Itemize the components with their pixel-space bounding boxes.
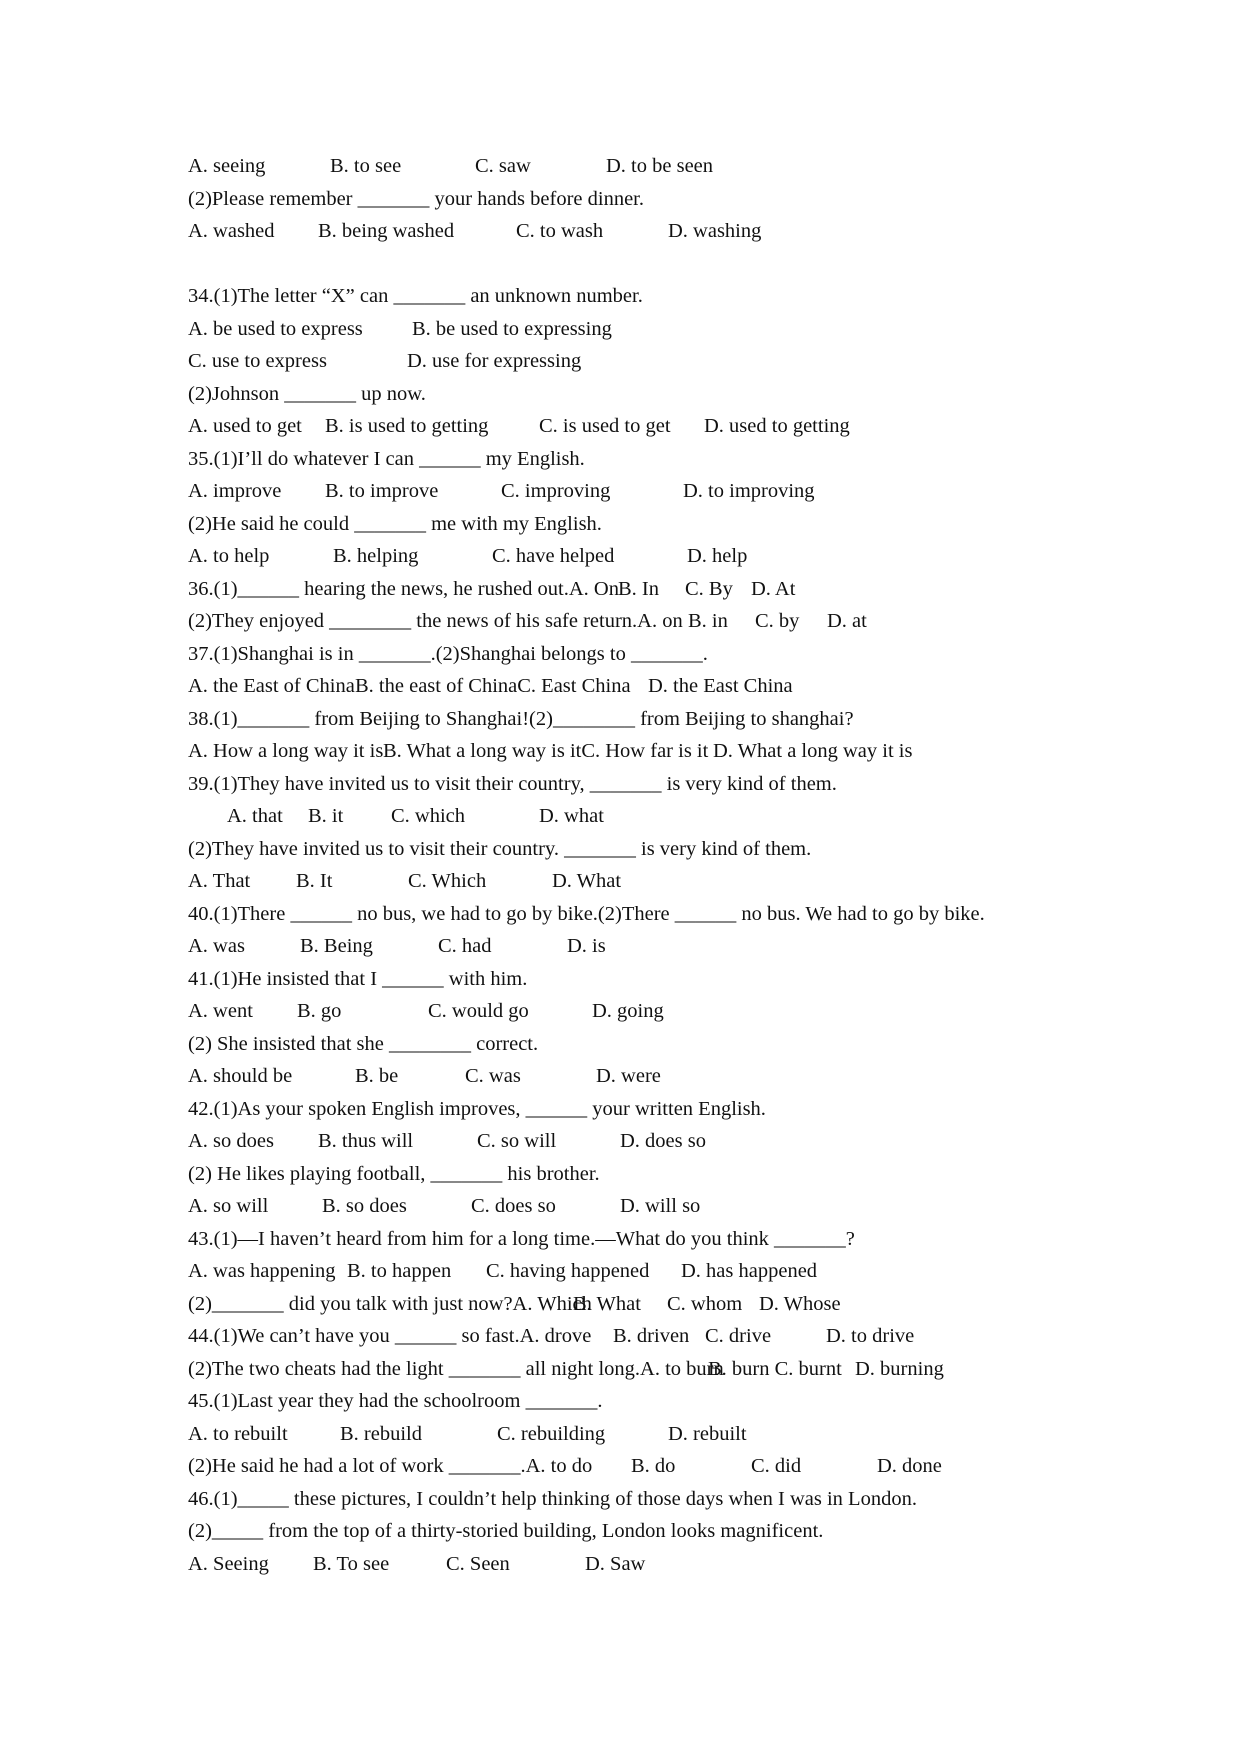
- text-line: [188, 1353, 1078, 1386]
- line-text: A. to help: [188, 545, 270, 567]
- text-line: [188, 215, 1078, 248]
- text-line: [188, 1418, 1078, 1451]
- option-text: B. rebuild: [340, 1422, 422, 1445]
- option-text: D. going: [592, 1000, 664, 1022]
- option-text: B. driven: [613, 1325, 690, 1347]
- option-text: B. to happen: [347, 1260, 452, 1282]
- text-line: [188, 475, 1078, 508]
- line-text: (2)_____ from the top of a thirty-storied building, London looks magnificent.: [188, 1520, 824, 1542]
- line-text: A. was: [188, 935, 245, 957]
- line-text: (2)They have invited us to visit their country. _______ is very kind of them.: [188, 837, 812, 860]
- text-line: [188, 248, 1078, 281]
- text-line: [188, 1385, 1078, 1418]
- text-line: [188, 1548, 1078, 1581]
- option-text: B. to improve: [325, 480, 439, 502]
- option-text: D. the East China: [648, 675, 793, 697]
- text-line: [188, 1255, 1078, 1288]
- line-text: 41.(1)He insisted that I ______ with him.: [188, 967, 528, 990]
- line-text: (2)Johnson _______ up now.: [188, 382, 426, 405]
- option-text: C. so will: [477, 1130, 557, 1152]
- text-line: [188, 898, 1078, 931]
- option-text: D. is: [567, 935, 606, 957]
- option-text: B. To see: [313, 1552, 390, 1575]
- line-text: A. went: [188, 1000, 253, 1022]
- option-text: B. do: [631, 1455, 676, 1477]
- line-text: (2) He likes playing football, _______ his brother.: [188, 1162, 600, 1185]
- option-text: D. washing: [668, 220, 762, 242]
- line-text: A. should be: [188, 1065, 293, 1087]
- option-text: C. which: [391, 805, 466, 827]
- option-text: B. it: [308, 805, 344, 827]
- option-text: B. the east of ChinaC. East China: [355, 675, 631, 697]
- line-text: A. improve: [188, 480, 282, 502]
- line-text: 44.(1)We can’t have you ______ so fast.A. drove: [188, 1325, 592, 1347]
- option-text: D. rebuilt: [668, 1422, 747, 1445]
- text-line: [188, 540, 1078, 573]
- option-text: B. thus will: [318, 1130, 414, 1152]
- option-text: C. does so: [471, 1195, 556, 1217]
- line-text: (2)Please remember _______ your hands before dinner.: [188, 187, 644, 210]
- option-text: C. Seen: [446, 1552, 510, 1575]
- text-line: [188, 1515, 1078, 1548]
- line-text: A. so will: [188, 1195, 269, 1217]
- option-text: D. help: [687, 545, 748, 567]
- option-text: C. was: [465, 1065, 521, 1087]
- text-line: [188, 1125, 1078, 1158]
- line-text: 39.(1)They have invited us to visit their country, _______ is very kind of them.: [188, 772, 837, 795]
- option-text: C. drive: [705, 1325, 772, 1347]
- text-line: [188, 800, 1078, 833]
- line-text: (2) She insisted that she ________ correct.: [188, 1032, 539, 1055]
- line-text: (2)He said he had a lot of work _______.A. to do: [188, 1455, 593, 1477]
- option-text: D. Whose: [759, 1292, 841, 1315]
- text-line: [188, 1028, 1078, 1061]
- text-line: [188, 573, 1078, 606]
- option-text: C. improving: [501, 480, 611, 502]
- line-text: A. How a long way it is: [188, 740, 384, 762]
- option-text: C. have helped: [492, 545, 615, 567]
- line-text: (2)They enjoyed ________ the news of his safe return.A. on: [188, 610, 683, 632]
- text-line: [188, 508, 1078, 541]
- option-text: B. Being: [300, 935, 373, 957]
- text-line: [188, 995, 1078, 1028]
- line-text: 37.(1)Shanghai is in _______.(2)Shanghai belongs to _______.: [188, 642, 708, 665]
- text-line: [188, 930, 1078, 963]
- text-line: [188, 865, 1078, 898]
- line-text: 42.(1)As your spoken English improves, ______ your written English.: [188, 1097, 766, 1120]
- option-text: D. at: [827, 610, 867, 632]
- option-text: B. be: [355, 1065, 399, 1087]
- text-line: [188, 605, 1078, 638]
- option-text: D. what: [539, 805, 604, 827]
- line-text: A. seeing: [188, 155, 266, 177]
- line-text: (2)The two cheats had the light _______ all night long.A. to burn: [188, 1357, 724, 1380]
- text-line: [188, 963, 1078, 996]
- option-text: C. would go: [428, 1000, 529, 1022]
- line-text: A. was happening: [188, 1260, 336, 1282]
- line-text: A. Seeing: [188, 1552, 269, 1575]
- text-line: [188, 703, 1078, 736]
- option-text: C. Which: [408, 870, 487, 892]
- text-line: [188, 768, 1078, 801]
- option-text: B. helping: [333, 545, 419, 567]
- line-text: 38.(1)_______ from Beijing to Shanghai!(2)________ from Beijing to shanghai?: [188, 707, 854, 730]
- option-text: B. be used to expressing: [412, 317, 612, 340]
- text-line: [188, 1093, 1078, 1126]
- option-text: B. In: [618, 577, 659, 600]
- line-text: A. to rebuilt: [188, 1422, 288, 1445]
- option-text: B. What a long way is itC. How far is it: [383, 740, 709, 762]
- option-text: C. saw: [475, 155, 531, 177]
- text-line: [188, 1483, 1078, 1516]
- line-text: A. used to get: [188, 415, 302, 437]
- option-text: D. to drive: [826, 1325, 915, 1347]
- line-text: 35.(1)I’ll do whatever I can ______ my English.: [188, 447, 585, 470]
- option-text: B. What: [573, 1292, 641, 1315]
- option-text: D. has happened: [681, 1260, 818, 1282]
- option-text: D. used to getting: [704, 415, 850, 437]
- text-line: [188, 313, 1078, 346]
- option-text: D. burning: [855, 1357, 944, 1380]
- option-text: D. does so: [620, 1130, 706, 1152]
- worksheet: [188, 150, 1078, 1580]
- option-text: C. to wash: [516, 220, 604, 242]
- option-text: C. rebuilding: [497, 1422, 606, 1445]
- option-text: C. having happened: [486, 1260, 650, 1282]
- line-text: 45.(1)Last year they had the schoolroom _______.: [188, 1390, 603, 1412]
- text-line: [188, 1288, 1078, 1321]
- option-text: D. were: [596, 1065, 661, 1087]
- option-text: C. by: [755, 610, 800, 632]
- text-line: [188, 670, 1078, 703]
- option-text: B. is used to getting: [325, 415, 489, 437]
- option-text: C. whom: [667, 1292, 743, 1315]
- text-line: [188, 1158, 1078, 1191]
- option-text: D. use for expressing: [407, 350, 582, 372]
- line-text: C. use to express: [188, 350, 327, 372]
- option-text: D. done: [877, 1455, 942, 1477]
- text-line: [188, 280, 1078, 313]
- line-text: (2)He said he could _______ me with my English.: [188, 512, 602, 535]
- option-text: D. What a long way it is: [713, 740, 913, 762]
- option-text: B. go: [297, 1000, 342, 1022]
- text-line: [188, 150, 1078, 183]
- option-text: D. What: [552, 870, 622, 892]
- text-line: [188, 183, 1078, 216]
- text-line: [188, 410, 1078, 443]
- option-text: D. to improving: [683, 480, 815, 502]
- option-text: D. will so: [620, 1195, 701, 1217]
- option-text: B. so does: [322, 1195, 407, 1217]
- line-text: 40.(1)There ______ no bus, we had to go by bike.(2)There ______ no bus. We had to go by bike.: [188, 902, 985, 925]
- text-line: [188, 833, 1078, 866]
- line-text: 34.(1)The letter “X” can _______ an unknown number.: [188, 285, 643, 307]
- line-text: A. be used to express: [188, 317, 363, 340]
- option-text: B. in: [688, 610, 728, 632]
- text-line: [188, 638, 1078, 671]
- option-text: B. being washed: [318, 220, 455, 242]
- text-line: [188, 1223, 1078, 1256]
- line-text: (2)_______ did you talk with just now?A. Which: [188, 1292, 592, 1315]
- text-line: [188, 1190, 1078, 1223]
- text-line: [188, 345, 1078, 378]
- line-text: 46.(1)_____ these pictures, I couldn’t help thinking of those days when I was in London.: [188, 1487, 917, 1510]
- option-text: B. to see: [330, 155, 402, 177]
- line-text: A. That: [188, 870, 251, 892]
- line-text: A. that: [227, 805, 283, 827]
- option-text: C. had: [438, 935, 492, 957]
- text-line: [188, 378, 1078, 411]
- option-text: D. At: [751, 577, 796, 600]
- option-text: C. is used to get: [539, 415, 671, 437]
- text-line: [188, 1060, 1078, 1093]
- line-text: A. the East of China: [188, 675, 355, 697]
- line-text: 43.(1)—I haven’t heard from him for a long time.—What do you think _______?: [188, 1227, 855, 1250]
- option-text: D. Saw: [585, 1552, 646, 1575]
- line-text: 36.(1)______ hearing the news, he rushed out.A. On: [188, 577, 619, 600]
- text-line: [188, 1450, 1078, 1483]
- text-line: [188, 735, 1078, 768]
- line-text: A. so does: [188, 1130, 274, 1152]
- option-text: B. burn C. burnt: [708, 1357, 842, 1380]
- text-line: [188, 1320, 1078, 1353]
- option-text: C. did: [751, 1455, 802, 1477]
- text-line: [188, 443, 1078, 476]
- option-text: B. It: [296, 870, 333, 892]
- option-text: C. By: [685, 577, 733, 600]
- line-text: A. washed: [188, 220, 275, 242]
- option-text: D. to be seen: [606, 155, 714, 177]
